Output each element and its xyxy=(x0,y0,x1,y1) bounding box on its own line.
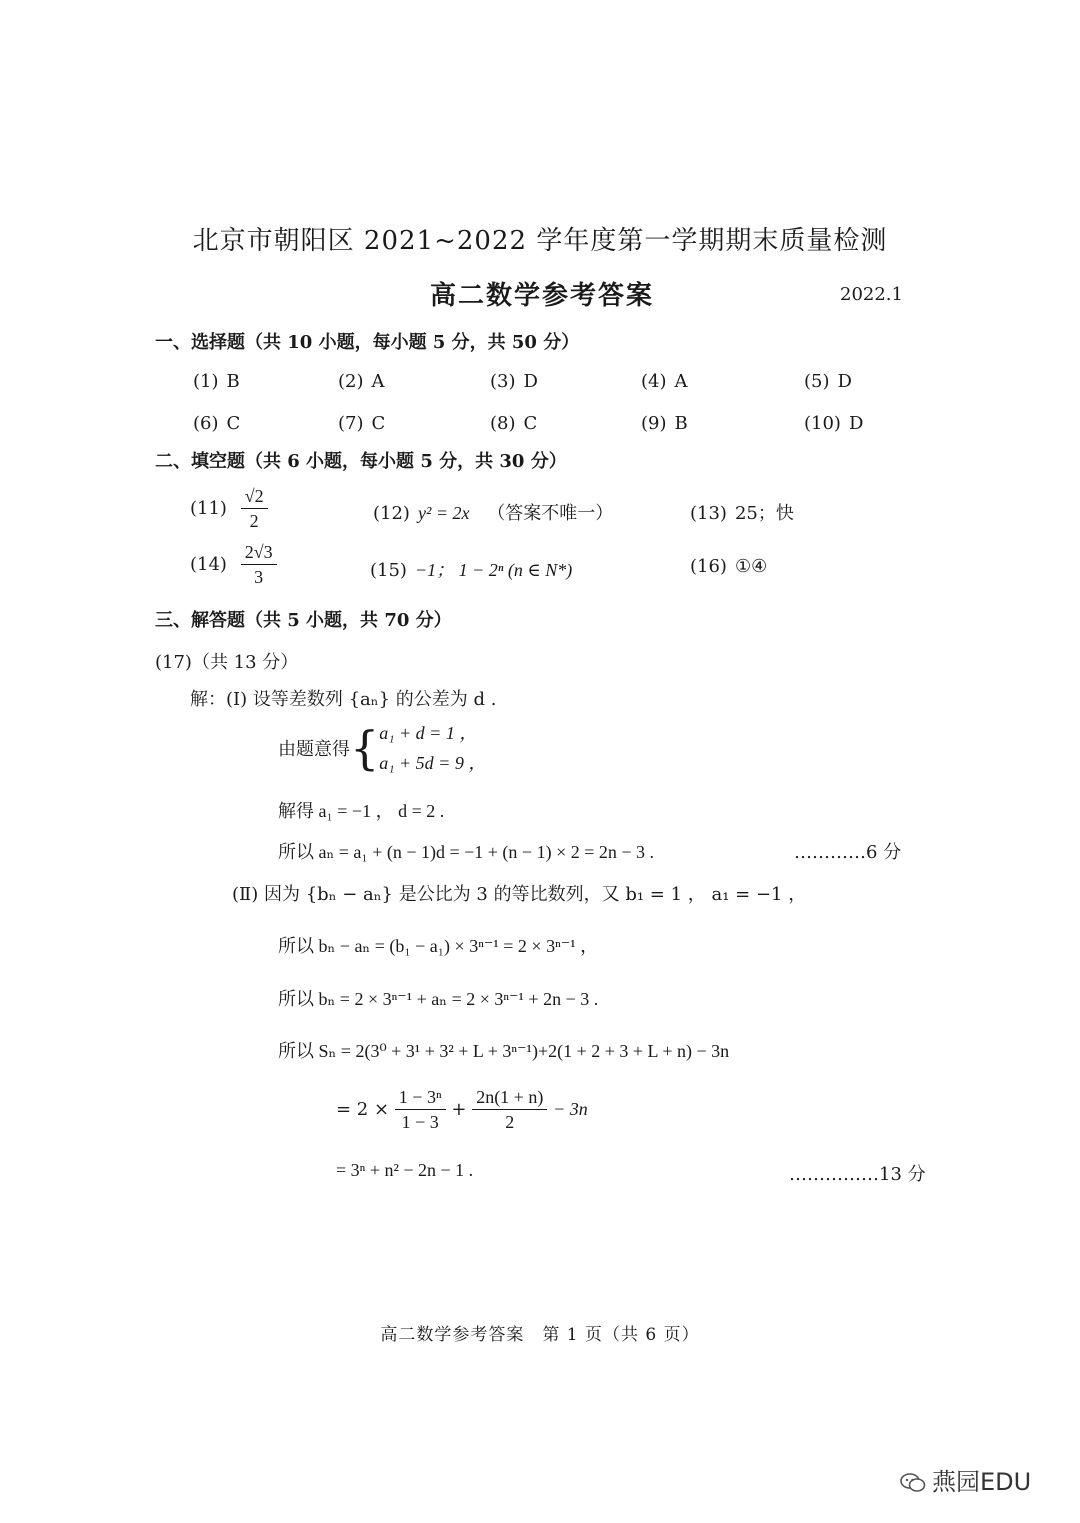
q17-bn: 所以 bₙ = 2 × 3ⁿ⁻¹ + aₙ = 2 × 3ⁿ⁻¹ + 2n − 3 . xyxy=(278,989,599,1009)
q17-system: 由题意得{ a₁ + d = 1 ， a₁ + 5d = 9 ， xyxy=(278,721,487,775)
fill-answer-15: (15) −1； 1 − 2ⁿ (n ∈ N*) xyxy=(370,560,573,581)
answer-item: (4) A xyxy=(641,371,688,392)
score-6: …………6 分 xyxy=(794,842,902,863)
page-footer: 高二数学参考答案 第 1 页（共 6 页） xyxy=(380,1325,700,1345)
q17-solve: 解得 a₁ = −1 ， d = 2 . xyxy=(278,801,445,821)
question-17-label: (17)（共 13 分） xyxy=(155,652,299,673)
q17-an: 所以 aₙ = a₁ + (n − 1)d = −1 + (n − 1) × 2 = 2n − 3 . xyxy=(278,842,655,862)
answer-item: (9) B xyxy=(641,413,688,434)
q17-final: = 3ⁿ + n² − 2n − 1 . xyxy=(336,1160,474,1180)
answer-item: (10) D xyxy=(804,413,864,434)
page-subtitle: 高二数学参考答案 xyxy=(430,281,655,311)
section1-heading: 一、选择题（共 10 小题，每小题 5 分，共 50 分） xyxy=(155,332,580,353)
answer-item: (2) A xyxy=(338,371,385,392)
section2-heading: 二、填空题（共 6 小题，每小题 5 分，共 30 分） xyxy=(155,451,567,472)
answer-item: (3) D xyxy=(490,371,538,392)
wechat-icon xyxy=(900,1472,926,1494)
section3-heading: 三、解答题（共 5 小题，共 70 分） xyxy=(155,610,452,631)
fill-answer-12: (12) y² = 2x （答案不唯一） xyxy=(373,503,614,524)
score-13: ……………13 分 xyxy=(789,1164,926,1185)
fill-answer-14: (14) $\frac{2√3}{3}$ xyxy=(190,540,277,589)
q17-part1-intro: 解：(Ⅰ) 设等差数列 {aₙ} 的公差为 d . xyxy=(190,689,497,710)
answer-item: (6) C xyxy=(193,413,241,434)
fill-answer-13: (13) 25；快 xyxy=(690,503,794,524)
q17-part2-intro: (Ⅱ) 因为 {bₙ − aₙ} 是公比为 3 的等比数列，又 b₁ = 1 ， a₁ = −1 ， xyxy=(232,884,807,905)
answer-item: (7) C xyxy=(338,413,386,434)
q17-step: = 2 × $\frac{\text{1 − 3ⁿ}}{1 - 3}$ + $\frac{2n(1 + n)}{2}$ − 3n xyxy=(336,1087,588,1132)
page-title: 北京市朝阳区 2021~2022 学年度第一学期期末质量检测 xyxy=(192,226,888,256)
fill-answer-11: (11) $\frac{√2}{2}$ xyxy=(190,484,268,533)
answer-item: (5) D xyxy=(804,371,852,392)
watermark: 燕园EDU xyxy=(900,1462,1031,1497)
date: 2022.1 xyxy=(840,284,903,305)
answer-item: (1) B xyxy=(193,371,240,392)
q17-sn: 所以 Sₙ = 2(3⁰ + 3¹ + 3² + L + 3ⁿ⁻¹)+2(1 + 2 + 3 + L + n) − 3n xyxy=(278,1041,730,1061)
answer-item: (8) C xyxy=(490,413,538,434)
q17-bn-minus-an: 所以 bₙ − aₙ = (b₁ − a₁) × 3ⁿ⁻¹ = 2 × 3ⁿ⁻¹ ， xyxy=(278,936,599,956)
fill-answer-16: (16) ①④ xyxy=(690,556,768,577)
